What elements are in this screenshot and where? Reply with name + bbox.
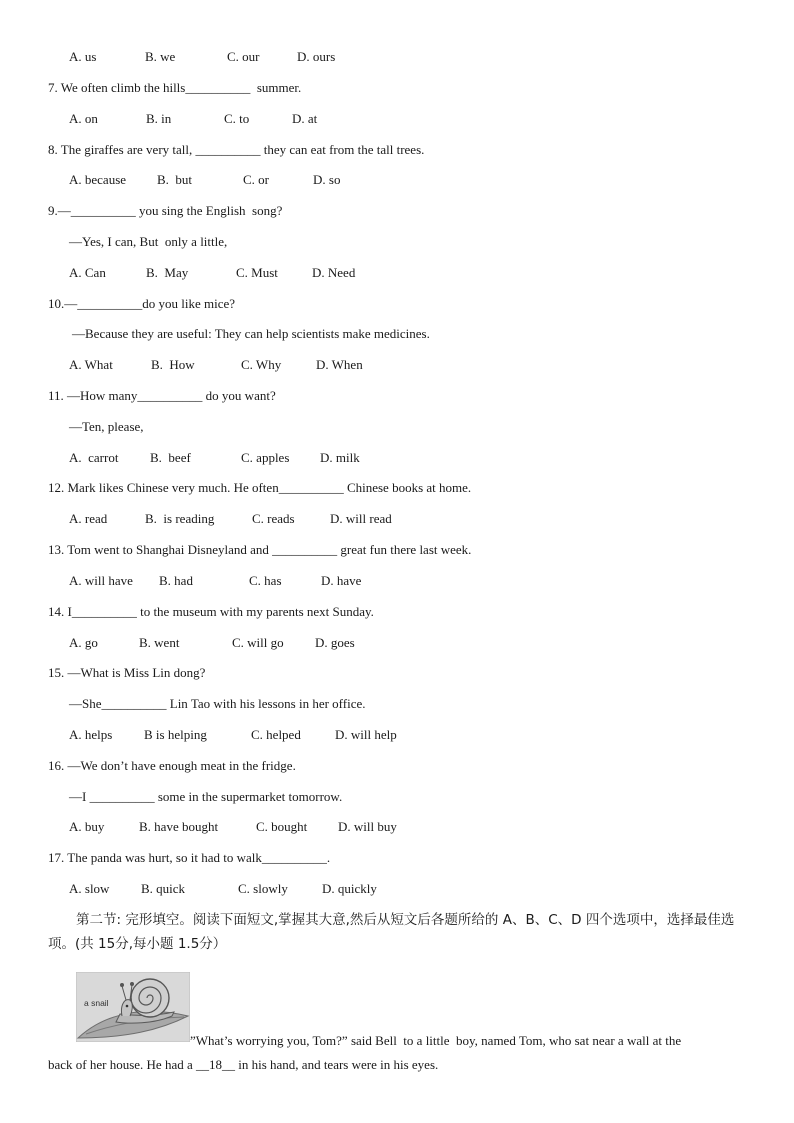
q7-option-d: D. at <box>292 111 318 126</box>
q7-stem: 7. We often climb the hills__________ summer. <box>48 80 302 95</box>
q12-option-a: A. read <box>69 511 108 526</box>
q9-reply: —Yes, I can, But only a little, <box>69 234 228 249</box>
q10-reply: —Because they are useful: They can help scientists make medicines. <box>72 326 430 341</box>
q16-option-c: C. bought <box>256 819 308 834</box>
q12-option-d: D. will read <box>330 511 392 526</box>
q12-option-c: C. reads <box>252 511 295 526</box>
q13-option-c: C. has <box>249 573 282 588</box>
q16-option-d: D. will buy <box>338 819 397 834</box>
q9-stem: 9.—__________ you sing the English song? <box>48 203 283 218</box>
q9-option-b: B. May <box>146 265 189 280</box>
q13-option-b: B. had <box>159 573 193 588</box>
q10-option-a: A. What <box>69 357 113 372</box>
snail-image <box>76 972 190 1042</box>
q17-option-d: D. quickly <box>322 881 377 896</box>
q11-reply: —Ten, please, <box>69 419 144 434</box>
q13-option-d: D. have <box>321 573 362 588</box>
q12-stem: 12. Mark likes Chinese very much. He often__________ Chinese books at home. <box>48 480 472 495</box>
q16-reply: —I __________ some in the supermarket tomorrow. <box>69 789 343 804</box>
q17-stem: 17. The panda was hurt, so it had to walk__________. <box>48 850 331 865</box>
q17-option-b: B. quick <box>141 881 186 896</box>
q11-option-a: A. carrot <box>69 450 119 465</box>
section-2-instructions <box>48 908 748 956</box>
q17-option-a: A. slow <box>69 881 110 896</box>
q16-option-b: B. have bought <box>139 819 219 834</box>
q9-option-a: A. Can <box>69 265 106 280</box>
q8-option-b: B. but <box>157 172 193 187</box>
q8-option-d: D. so <box>313 172 341 187</box>
q13-stem: 13. Tom went to Shanghai Disneyland and __________ great fun there last week. <box>48 542 472 557</box>
snail-label: a snail <box>84 998 109 1008</box>
q17-option-c: C. slowly <box>238 881 288 896</box>
passage-line-1: ”What’s worrying you, Tom?” said Bell to a little boy, named Tom, who sat near a wall at the <box>190 1033 682 1048</box>
q14-option-b: B. went <box>139 635 180 650</box>
q10-option-b: B. How <box>151 357 195 372</box>
q15-stem: 15. —What is Miss Lin dong? <box>48 665 206 680</box>
q12-option-b: B. is reading <box>145 511 215 526</box>
q16-option-a: A. buy <box>69 819 105 834</box>
q7-option-c: C. to <box>224 111 250 126</box>
q8-option-c: C. or <box>243 172 269 187</box>
q15-option-a: A. helps <box>69 727 113 742</box>
q13-option-a: A. will have <box>69 573 133 588</box>
q9-option-c: C. Must <box>236 265 278 280</box>
q11-option-b: B. beef <box>150 450 191 465</box>
q14-option-a: A. go <box>69 635 98 650</box>
q15-option-d: D. will help <box>335 727 397 742</box>
q11-option-c: C. apples <box>241 450 290 465</box>
q15-option-b: B is helping <box>144 727 207 742</box>
q9-option-d: D. Need <box>312 265 356 280</box>
q11-option-d: D. milk <box>320 450 360 465</box>
q15-option-c: C. helped <box>251 727 301 742</box>
q6-option-a: A. us <box>69 49 97 64</box>
q15-reply: —She__________ Lin Tao with his lessons in her office. <box>69 696 366 711</box>
q7-option-b: B. in <box>146 111 172 126</box>
passage-line-2: back of her house. He had a __18__ in his hand, and tears were in his eyes. <box>48 1057 439 1072</box>
q16-stem: 16. —We don’t have enough meat in the fridge. <box>48 758 296 773</box>
q10-option-d: D. When <box>316 357 363 372</box>
q10-stem: 10.—__________do you like mice? <box>48 296 236 311</box>
q6-option-d: D. ours <box>297 49 336 64</box>
q7-option-a: A. on <box>69 111 98 126</box>
q10-option-c: C. Why <box>241 357 282 372</box>
q6-option-b: B. we <box>145 49 176 64</box>
q11-stem: 11. —How many__________ do you want? <box>48 388 276 403</box>
q6-option-c: C. our <box>227 49 260 64</box>
section-2-text: 第二节: 完形填空。阅读下面短文,掌握其大意,然后从短文后各题所给的 A、B、C、D 四个选项中，选择最佳选项。(共 15分,每小题 1.5分） <box>48 912 735 952</box>
q8-stem: 8. The giraffes are very tall, __________ they can eat from the tall trees. <box>48 142 425 157</box>
q14-option-c: C. will go <box>232 635 284 650</box>
q14-stem: 14. I__________ to the museum with my parents next Sunday. <box>48 604 374 619</box>
q14-option-d: D. goes <box>315 635 355 650</box>
q8-option-a: A. because <box>69 172 127 187</box>
